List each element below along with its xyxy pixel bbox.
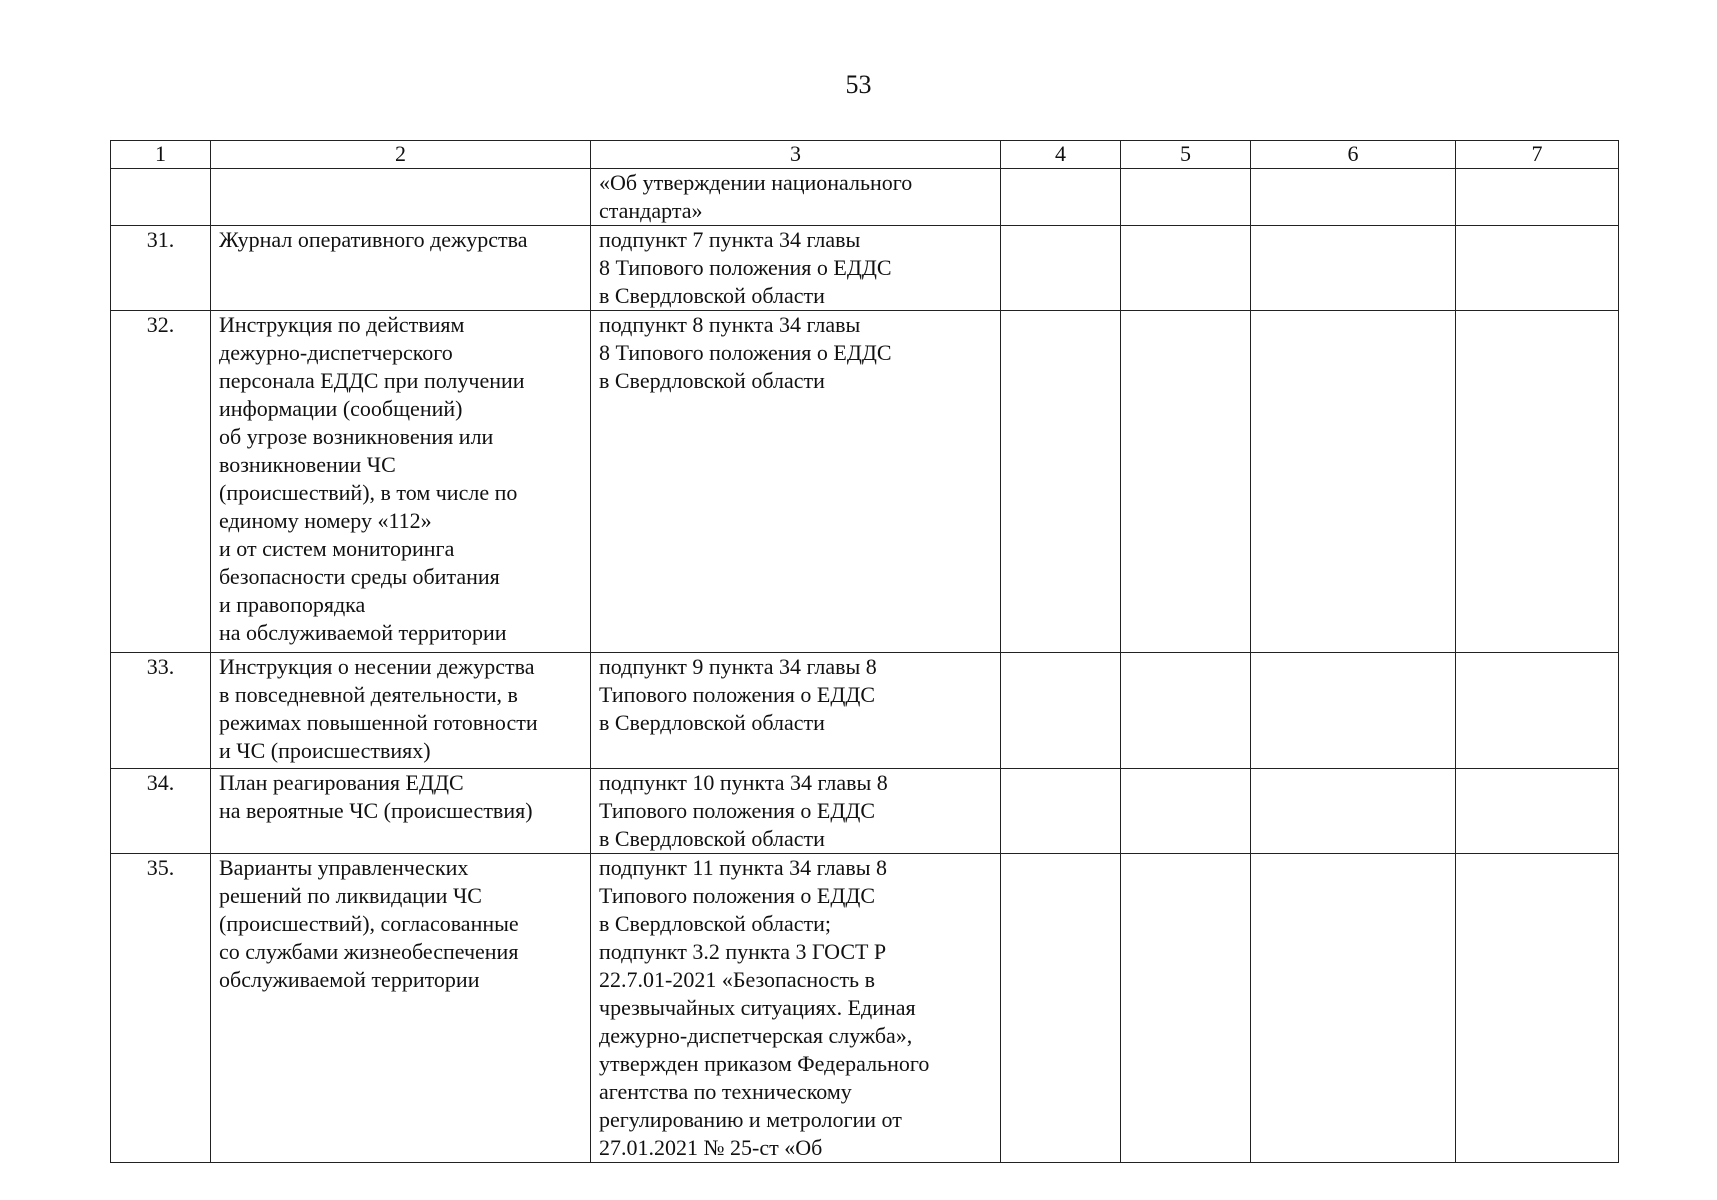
legal-basis: подпункт 9 пункта 34 главы 8 Типового положения о ЕДДС в Свердловской области [591,653,1001,769]
column-header-5: 5 [1121,141,1251,169]
empty-cell [1001,311,1121,653]
legal-basis: подпункт 7 пункта 34 главы 8 Типового положения о ЕДДС в Свердловской области [591,226,1001,311]
row-number [111,169,211,226]
legal-basis: подпункт 11 пункта 34 главы 8 Типового положения о ЕДДС в Свердловской области; подпункт 3.2 пункта 3 ГОСТ Р 22.7.01-2021 «Безопасность в чрезвычайных ситуациях. Единая дежурно-диспетчерская служба», утвержден приказом Федерального агентства по техническому регулированию и метрологии от 27.01.2021 № 25-ст «Об [591,854,1001,1163]
empty-cell [1121,226,1251,311]
table-row [111,769,1619,854]
table-row [111,226,1619,311]
empty-cell [1121,854,1251,1163]
legal-basis: подпункт 10 пункта 34 главы 8 Типового положения о ЕДДС в Свердловской области [591,769,1001,854]
column-header-7: 7 [1456,141,1619,169]
empty-cell [1121,311,1251,653]
legal-basis: «Об утверждении национального стандарта» [591,169,1001,226]
empty-cell [1251,226,1456,311]
column-header-1: 1 [111,141,211,169]
column-header-2: 2 [211,141,591,169]
empty-cell [1001,769,1121,854]
table-row [111,169,1619,226]
document-table [110,140,1619,1163]
empty-cell [1121,653,1251,769]
row-number: 32. [111,311,211,653]
empty-cell [1001,169,1121,226]
column-header-4: 4 [1001,141,1121,169]
row-number: 34. [111,769,211,854]
empty-cell [1001,653,1121,769]
column-header-3: 3 [591,141,1001,169]
empty-cell [1456,226,1619,311]
empty-cell [1121,769,1251,854]
empty-cell [1251,653,1456,769]
row-number: 31. [111,226,211,311]
table-header-row [111,141,1619,169]
legal-basis: подпункт 8 пункта 34 главы 8 Типового положения о ЕДДС в Свердловской области [591,311,1001,653]
empty-cell [1251,854,1456,1163]
document-name: Инструкция о несении дежурства в повседневной деятельности, в режимах повышенной готовности и ЧС (происшествиях) [211,653,591,769]
empty-cell [1456,169,1619,226]
empty-cell [1251,769,1456,854]
document-name: Инструкция по действиям дежурно-диспетчерского персонала ЕДДС при получении информации (сообщений) об угрозе возникновения или возникновении ЧС (происшествий), в том числе по единому номеру «112» и от систем мониторинга безопасности среды обитания и правопорядка на обслуживаемой территории [211,311,591,653]
empty-cell [1456,653,1619,769]
document-name: Варианты управленческих решений по ликвидации ЧС (происшествий), согласованные со службами жизнеобеспечения обслуживаемой территории [211,854,591,1163]
empty-cell [1456,311,1619,653]
empty-cell [1001,226,1121,311]
empty-cell [1121,169,1251,226]
empty-cell [1456,769,1619,854]
row-number: 33. [111,653,211,769]
document-name: Журнал оперативного дежурства [211,226,591,311]
document-name [211,169,591,226]
empty-cell [1251,311,1456,653]
table-row [111,854,1619,1163]
document-name: План реагирования ЕДДС на вероятные ЧС (происшествия) [211,769,591,854]
row-number: 35. [111,854,211,1163]
table-row [111,653,1619,769]
table-row [111,311,1619,653]
page-number: 53 [845,70,872,99]
empty-cell [1251,169,1456,226]
empty-cell [1001,854,1121,1163]
empty-cell [1456,854,1619,1163]
column-header-6: 6 [1251,141,1456,169]
